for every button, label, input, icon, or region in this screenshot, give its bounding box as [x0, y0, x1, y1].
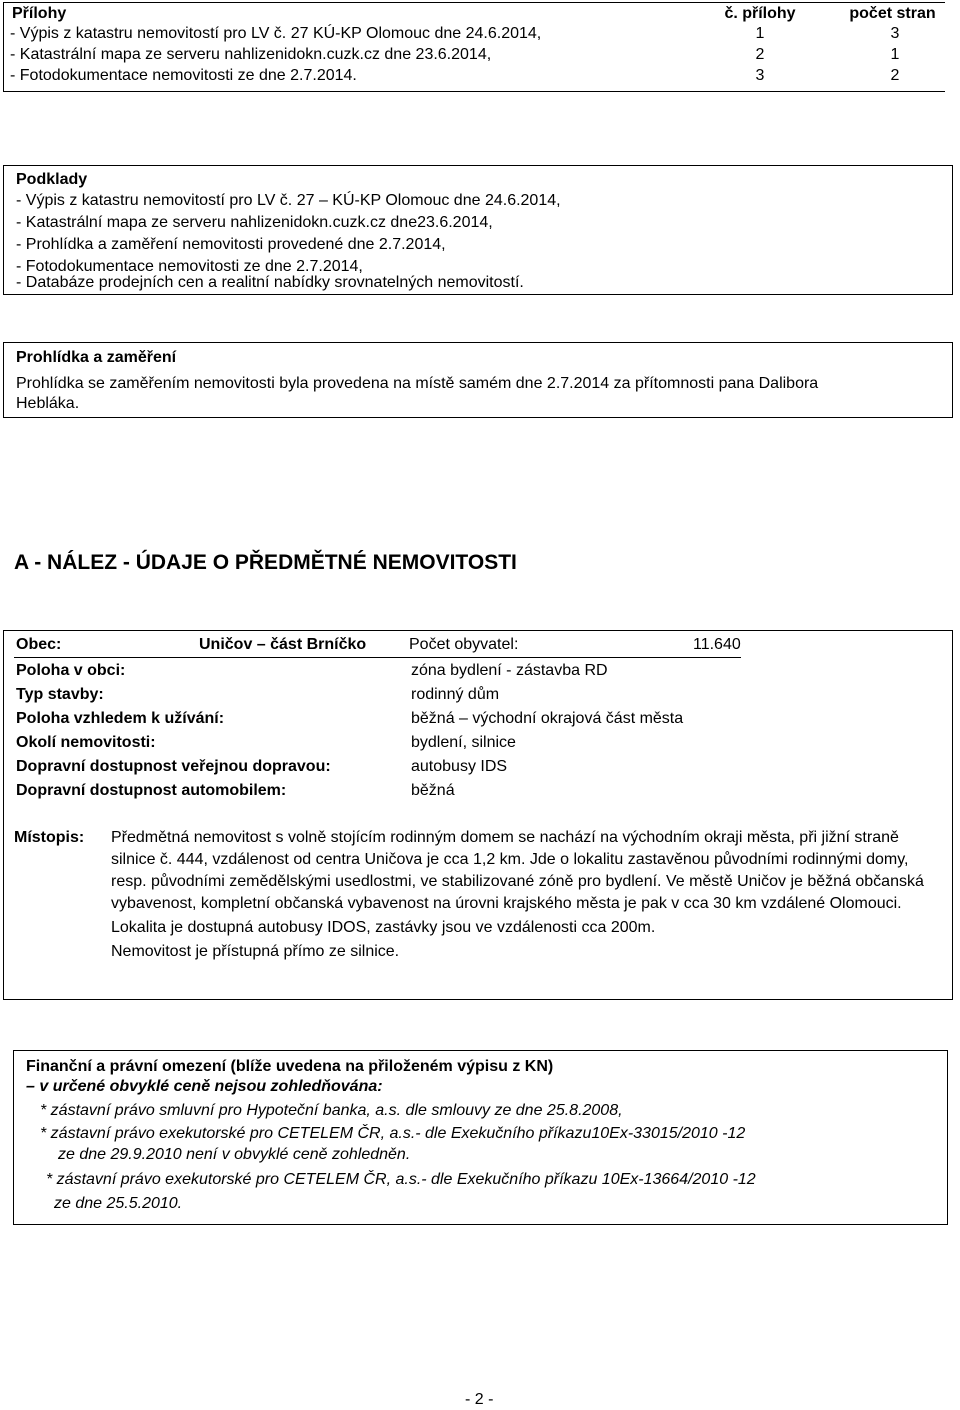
prilohy-item-pages: 1 [890, 46, 900, 63]
property-row [16, 659, 946, 683]
prohlidka-text-cont: Hebláka. [16, 395, 80, 412]
prohlidka-box [3, 342, 953, 418]
property-value: běžná [411, 782, 455, 799]
property-row [16, 683, 946, 707]
mistopis-paragraph: Předmětná nemovitost s volně stojícím rodinným domem se nachází na východním okraji města, při jižní straně silnice č. 444, vzdálenost od centra Uničova je cca 1,2 km. Jde o lokalitu zastavěnou původními rodinnými domy, resp. původními zemědělskými usedlostmi, ve stabilizované zóně pro bydlení. Ve městě Uničov je běžná občanská vybavenost, kompletní občanská vybavenost na úrovni krajského města je pak v cca 30 km vzdálené Olomouci. [111, 829, 924, 912]
prilohy-header: Přílohy [12, 5, 67, 22]
property-row [16, 755, 946, 779]
prilohy-item-num: 3 [755, 67, 765, 84]
podklady-item: - Katastrální mapa ze serveru nahlizenidokn.cuzk.cz dne23.6.2014, [16, 214, 493, 231]
mistopis-text [111, 827, 931, 963]
financni-subtitle: – v určené obvyklé ceně nejsou zohledňována: [26, 1078, 383, 1095]
mistopis-paragraph: Lokalita je dostupná autobusy IDOS, zastávky jsou ve vzdálenosti cca 200m. [111, 919, 656, 936]
property-row [16, 707, 946, 731]
prilohy-item-label: - Fotodokumentace nemovitosti ze dne 2.7.2014. [10, 67, 357, 84]
prilohy-item-pages: 3 [890, 25, 900, 42]
financni-item: * zástavní právo exekutorské pro CETELEM ČR, a.s.- dle Exekučního příkazu 10Ex-13664/2010 -12 [46, 1171, 756, 1188]
mistopis-label: Místopis: [14, 829, 85, 846]
prilohy-item-pages: 2 [890, 67, 900, 84]
podklady-title: Podklady [16, 171, 88, 188]
property-row [16, 779, 946, 803]
mistopis-paragraph: Nemovitost je přístupná přímo ze silnice. [111, 943, 400, 960]
obec-label: Obec: [16, 636, 62, 653]
financni-item: ze dne 25.5.2010. [54, 1195, 183, 1212]
prilohy-item-num: 1 [755, 25, 765, 42]
property-box [3, 630, 953, 1000]
property-label: Poloha v obci: [16, 662, 126, 679]
property-value: bydlení, silnice [411, 734, 516, 751]
nalez-title: A - NÁLEZ - ÚDAJE O PŘEDMĚTNÉ NEMOVITOSTI [14, 551, 517, 574]
property-label: Okolí nemovitosti: [16, 734, 156, 751]
property-value: zóna bydlení - zástavba RD [411, 662, 608, 679]
financni-item: * zástavní právo exekutorské pro CETELEM ČR, a.s.- dle Exekučního příkazu10Ex-33015/2010 -12 [40, 1125, 746, 1142]
property-label: Typ stavby: [16, 686, 104, 703]
financni-item: * zástavní právo smluvní pro Hypoteční banka, a.s. dle smlouvy ze dne 25.8.2008, [40, 1102, 623, 1119]
obec-row [16, 633, 946, 657]
property-label: Dopravní dostupnost veřejnou dopravou: [16, 758, 331, 775]
podklady-item: - Fotodokumentace nemovitosti ze dne 2.7.2014, [16, 258, 363, 275]
obyvatel-value: 11.640 [693, 636, 741, 653]
podklady-item: - Prohlídka a zaměření nemovitosti provedené dne 2.7.2014, [16, 236, 446, 253]
property-label: Poloha vzhledem k užívání: [16, 710, 225, 727]
podklady-item: - Výpis z katastru nemovitostí pro LV č. 27 – KÚ-KP Olomouc dne 24.6.2014, [16, 192, 561, 209]
obyvatel-label: Počet obyvatel: [409, 636, 519, 653]
prilohy-item-num: 2 [755, 46, 765, 63]
property-value: běžná – východní okrajová část města [411, 710, 684, 727]
financni-item: ze dne 29.9.2010 není v obvyklé ceně zohledněn. [58, 1146, 411, 1163]
prilohy-item-label: - Katastrální mapa ze serveru nahlizenidokn.cuzk.cz dne 23.6.2014, [10, 46, 492, 63]
obec-underline [14, 657, 741, 658]
property-value: autobusy IDS [411, 758, 508, 775]
prilohy-item-label: - Výpis z katastru nemovitostí pro LV č. 27 KÚ-KP Olomouc dne 24.6.2014, [10, 25, 542, 42]
property-row [16, 731, 946, 755]
page-number: - 2 - [465, 1391, 494, 1408]
prilohy-col-num: č. přílohy [724, 5, 796, 22]
podklady-box [3, 165, 953, 295]
property-value: rodinný dům [411, 686, 500, 703]
property-label: Dopravní dostupnost automobilem: [16, 782, 287, 799]
prohlidka-text: Prohlídka se zaměřením nemovitosti byla provedena na místě samém dne 2.7.2014 za přítomnosti pana Dalibora [16, 375, 819, 392]
obec-value: Uničov – část Brníčko [199, 636, 367, 653]
financni-title: Finanční a právní omezení (blíže uvedena na přiloženém výpisu z KN) [26, 1058, 554, 1075]
podklady-item: - Databáze prodejních cen a realitní nabídky srovnatelných nemovitostí. [16, 274, 524, 291]
prilohy-col-pages: počet stran [849, 5, 936, 22]
financni-box [13, 1050, 948, 1225]
prohlidka-title: Prohlídka a zaměření [16, 349, 177, 366]
